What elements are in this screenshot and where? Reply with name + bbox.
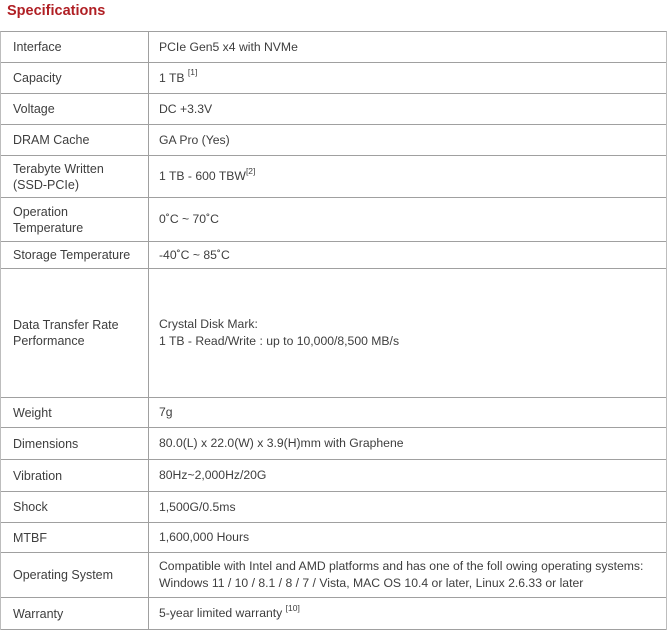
spec-label-text: MTBF: [13, 530, 48, 545]
spec-label-cell: [1, 492, 149, 522]
value-segment: Windows 11 / 10 / 8.1 / 8 / 7 / Vista, MAC OS 10.4 or later, Linux 2.6.33 or later: [159, 576, 584, 590]
spec-label-text: DRAM Cache: [13, 133, 90, 147]
value-segment: 1 TB - Read/Write : up to 10,000/8,500 MB/s: [159, 334, 400, 348]
spec-value-text: [159, 67, 658, 87]
spec-label-text: Storage Temperature: [13, 248, 131, 262]
spec-label-text: Operation: [13, 204, 68, 219]
table-row: [1, 269, 666, 398]
spec-label-cell: [1, 460, 149, 491]
spec-value-text: [159, 435, 658, 452]
table-row: [1, 492, 666, 523]
value-segment: 80Hz~2,000Hz/20G: [159, 468, 267, 482]
spec-value-cell: [149, 269, 666, 397]
spec-label-text: Shock: [13, 500, 48, 514]
table-row: [1, 94, 666, 125]
footnote-marker: [10]: [285, 602, 300, 613]
spec-value-cell: [149, 125, 666, 155]
spec-value-text: [159, 132, 658, 149]
spec-label-text: Vibration: [13, 468, 63, 483]
spec-label-text: Interface: [13, 40, 62, 54]
spec-value-text: [159, 575, 658, 592]
table-row: [1, 63, 666, 94]
spec-value-text: [159, 101, 658, 118]
spec-label-text: Capacity: [13, 71, 62, 85]
spec-value-text: [159, 247, 658, 264]
spec-value-cell: [149, 32, 666, 62]
spec-value-text: [159, 529, 658, 546]
spec-value-cell: [149, 94, 666, 124]
table-row: [1, 198, 666, 242]
value-segment: 1,600,000 Hours: [159, 530, 250, 544]
spec-label-cell: [1, 553, 149, 597]
spec-value-cell: [149, 492, 666, 522]
value-segment: Crystal Disk Mark:: [159, 317, 258, 331]
spec-label-cell: [1, 598, 149, 629]
table-row: [1, 523, 666, 553]
spec-label-text: Voltage: [13, 102, 55, 116]
table-row: [1, 398, 666, 428]
spec-label-cell: [1, 63, 149, 93]
table-row: [1, 242, 666, 269]
spec-label-cell: [1, 125, 149, 155]
spec-label-cell: [1, 269, 149, 397]
value-segment: 1,500G/0.5ms: [159, 499, 236, 514]
spec-value-cell: [149, 242, 666, 268]
spec-label-text: Warranty: [13, 606, 64, 621]
table-row: [1, 156, 666, 198]
value-segment: PCIe Gen5 x4 with NVMe: [159, 39, 298, 54]
spec-label-cell: [1, 94, 149, 124]
spec-label-cell: [1, 198, 149, 241]
spec-value-cell: [149, 460, 666, 491]
value-segment: 1 TB: [159, 70, 188, 85]
spec-label-text: Data Transfer Rate: [13, 318, 119, 332]
specifications-table: [0, 31, 667, 630]
table-row: [1, 428, 666, 460]
spec-label-cell: [1, 242, 149, 268]
spec-value-text: [159, 333, 658, 350]
spec-label-cell: [1, 32, 149, 62]
table-row: [1, 32, 666, 63]
spec-value-text: [159, 467, 658, 484]
value-segment: -40˚C ~ 85˚C: [159, 247, 230, 262]
spec-value-cell: [149, 198, 666, 241]
value-segment: GA Pro (Yes): [159, 132, 230, 147]
spec-value-cell: [149, 553, 666, 597]
spec-value-cell: [149, 523, 666, 552]
spec-label-text: (SSD-PCIe): [13, 177, 79, 192]
spec-label-text: Dimensions: [13, 436, 79, 451]
table-row: [1, 460, 666, 492]
specifications-page: [0, 3, 667, 637]
footnote-marker: [2]: [245, 165, 256, 176]
spec-value-text: [159, 558, 658, 575]
spec-label-text: Performance: [13, 334, 85, 348]
value-segment: DC +3.3V: [159, 101, 213, 116]
spec-value-cell: [149, 63, 666, 93]
value-segment: Compatible with Intel and AMD platforms and has one of the foll owing operating systems:: [159, 559, 644, 573]
value-segment: 5-year limited warranty: [159, 606, 286, 620]
spec-label-text: Weight: [13, 405, 52, 420]
spec-label-cell: [1, 523, 149, 552]
spec-value-text: [159, 316, 658, 333]
spec-value-text: [159, 499, 658, 516]
spec-label-cell: [1, 428, 149, 459]
spec-value-text: [159, 602, 658, 622]
spec-label-cell: [1, 398, 149, 427]
spec-value-cell: [149, 398, 666, 427]
value-segment: 1 TB - 600 TBW: [159, 169, 246, 183]
spec-value-cell: [149, 428, 666, 459]
footnote-marker: [1]: [187, 67, 198, 78]
spec-value-text: [159, 211, 658, 228]
spec-label-text: Operating System: [13, 568, 114, 582]
table-row: [1, 125, 666, 156]
spec-value-text: [159, 39, 658, 56]
page-title: Specifications: [7, 3, 106, 19]
spec-value-text: [159, 165, 658, 185]
table-row: [1, 553, 666, 598]
table-row: [1, 598, 666, 630]
value-segment: 80.0(L) x 22.0(W) x 3.9(H)mm with Graphene: [159, 436, 404, 450]
spec-label-text: Temperature: [13, 220, 84, 235]
spec-value-cell: [149, 598, 666, 629]
spec-value-cell: [149, 156, 666, 197]
spec-value-text: [159, 404, 658, 421]
value-segment: 7g: [159, 405, 173, 419]
spec-label-text: Terabyte Written: [13, 161, 104, 176]
spec-label-cell: [1, 156, 149, 197]
value-segment: 0˚C ~ 70˚C: [159, 212, 219, 226]
